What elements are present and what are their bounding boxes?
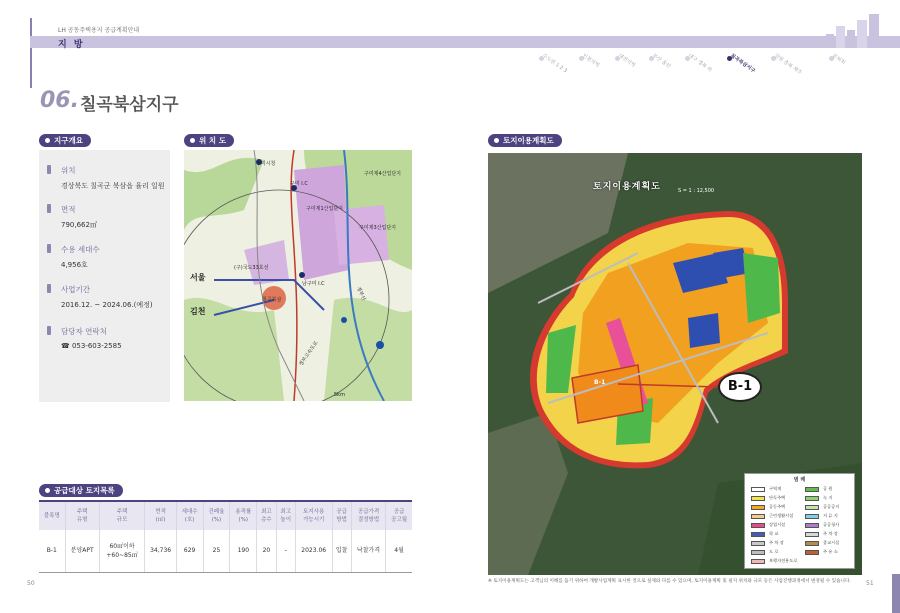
legend-swatch bbox=[805, 496, 819, 501]
table-cell: 190 bbox=[230, 530, 257, 572]
table-header-row bbox=[39, 501, 412, 530]
legend-swatch bbox=[805, 532, 819, 537]
legend-label: 공공공지 bbox=[823, 504, 840, 509]
legend-label: 공동주택 bbox=[769, 504, 786, 509]
nav-item-4[interactable]: 부산 울산 bbox=[650, 52, 672, 70]
legend-label: 종교시설 bbox=[823, 540, 840, 545]
legend-label: 상업시설 bbox=[769, 522, 786, 527]
legend-swatch bbox=[751, 496, 765, 501]
map-title: 토지이용계획도 bbox=[593, 182, 661, 192]
bullet-icon bbox=[47, 284, 51, 293]
table-cell: – bbox=[276, 530, 295, 572]
buildings-icon bbox=[824, 14, 882, 48]
page-number-right: 51 bbox=[866, 580, 874, 587]
legend-label: 도 로 bbox=[769, 549, 779, 554]
legend-swatch bbox=[805, 487, 819, 492]
page-number-left: 50 bbox=[27, 580, 35, 587]
location-heading bbox=[184, 134, 234, 147]
chapter-nav bbox=[535, 52, 895, 77]
map-label: (구)국도33호선 bbox=[234, 265, 269, 271]
table-header-cell: 공급 공고월 bbox=[386, 501, 412, 530]
bullet-icon bbox=[47, 204, 51, 213]
legend-label: 주 차 장 bbox=[823, 531, 838, 536]
city-seoul: 서울 bbox=[190, 273, 206, 282]
landuse-heading bbox=[488, 134, 562, 147]
header-title: 지 방 bbox=[58, 40, 85, 50]
map-label: 구미제1산업단지 bbox=[306, 206, 343, 212]
table-cell: 2023.06 bbox=[295, 530, 332, 572]
legend-swatch bbox=[805, 541, 819, 546]
map-label: 경부선 bbox=[355, 285, 367, 302]
bullet-icon bbox=[47, 165, 51, 174]
city-gimcheon: 김천 bbox=[190, 307, 206, 316]
nav-item-1[interactable]: 수도권 1 2 3 bbox=[540, 52, 569, 75]
overview-label: 수용 세대수 bbox=[61, 245, 100, 254]
table-header-cell: 공급가격 결정방법 bbox=[351, 501, 385, 530]
parcel-label-b1: B-1 bbox=[594, 379, 606, 386]
table-header-cell: 세대수 (호) bbox=[176, 501, 203, 530]
overview-value: 4,956호 bbox=[61, 261, 88, 269]
landuse-heading-text: 토지이용계획도 bbox=[503, 136, 554, 145]
map-note: ※ 토지이용계획도는 고객님의 이해를 돕기 위하여 개발사업계획 표시한 것으로 실제와 다를 수 있으며, 토지이용계획 및 필지 위치와 규모 등은 사업진행과정에서 변경될 수 있습니다. bbox=[488, 579, 851, 584]
header-bar bbox=[30, 36, 900, 48]
table-cell: 60㎡이하 +60~85㎡ bbox=[99, 530, 145, 572]
overview-label: 면적 bbox=[61, 205, 76, 214]
table-header-cell: 공급 방법 bbox=[332, 501, 351, 530]
b1-badge: B-1 bbox=[718, 372, 762, 402]
overview-label: 위치 bbox=[61, 166, 76, 175]
nav-item-7[interactable]: 강원 충북 제주 bbox=[772, 52, 803, 77]
map-label: 칠곡북삼 bbox=[262, 297, 282, 303]
legend-swatch bbox=[751, 559, 765, 564]
table-cell: 입찰 bbox=[332, 530, 351, 572]
supply-table bbox=[39, 500, 412, 573]
supply-heading bbox=[39, 484, 123, 497]
overview-label: 담당자 연락처 bbox=[61, 327, 107, 336]
table-cell: 629 bbox=[176, 530, 203, 572]
legend-swatch bbox=[751, 532, 765, 537]
legend-swatch bbox=[805, 505, 819, 510]
table-cell: 분양APT bbox=[65, 530, 99, 572]
legend-label: 보행자전용도로 bbox=[769, 558, 798, 563]
overview-value: 경상북도 칠곡군 북삼읍 율리 일원 bbox=[61, 182, 165, 190]
table-header-cell: 최고 높이 bbox=[276, 501, 295, 530]
overview-value: ☎ 053-603-2585 bbox=[61, 342, 122, 350]
map-label: 구미 I.C bbox=[290, 181, 308, 187]
location-map bbox=[184, 150, 412, 401]
table-cell: 20 bbox=[257, 530, 276, 572]
legend-swatch bbox=[805, 550, 819, 555]
nav-item-2[interactable]: 인천지역 bbox=[580, 52, 601, 69]
legend-label: 학 교 bbox=[769, 531, 779, 536]
overview-value: 2016.12. ~ 2024.06.(예정) bbox=[61, 301, 153, 309]
section-number: 06. bbox=[40, 88, 79, 113]
nav-item-5[interactable]: 대구 경북 외 bbox=[686, 52, 713, 74]
bullet-icon bbox=[47, 244, 51, 253]
table-header-cell: 토지사용 가능시기 bbox=[295, 501, 332, 530]
overview-label: 사업기간 bbox=[61, 285, 90, 294]
table-header-cell: 건폐율 (%) bbox=[203, 501, 230, 530]
overview-value: 790,662㎡ bbox=[61, 221, 97, 229]
legend-label: 공공청사 bbox=[823, 522, 840, 527]
legend-label: 근린생활시설 bbox=[769, 513, 794, 518]
location-heading-text: 위 치 도 bbox=[199, 136, 226, 145]
map-label: 남구미 I.C bbox=[302, 281, 325, 287]
supply-heading-text: 공급대상 토지목록 bbox=[54, 486, 115, 495]
legend-label: 주 차 장 bbox=[769, 540, 784, 545]
legend-swatch bbox=[805, 523, 819, 528]
section-title: 칠곡북삼지구 bbox=[80, 95, 179, 115]
table-row bbox=[39, 530, 412, 572]
bullet-icon bbox=[47, 326, 51, 335]
nav-item-8[interactable]: 문의처 bbox=[830, 52, 847, 67]
legend-swatch bbox=[751, 505, 765, 510]
table-header-cell: 최고 층수 bbox=[257, 501, 276, 530]
page-tab bbox=[892, 574, 900, 613]
legend-swatch bbox=[751, 514, 765, 519]
nav-item-6[interactable]: 칠곡북삼지구 bbox=[728, 52, 757, 75]
table-cell: 25 bbox=[203, 530, 230, 572]
legend-label: 구역계 bbox=[769, 486, 782, 491]
legend-label: 단독주택 bbox=[769, 495, 786, 500]
table-header-cell: 블록명 bbox=[39, 501, 65, 530]
legend-label: 주 유 소 bbox=[823, 549, 838, 554]
header-accent-line bbox=[30, 18, 32, 88]
table-header-cell: 면적 (㎡) bbox=[145, 501, 176, 530]
table-header-cell: 주택 규모 bbox=[99, 501, 145, 530]
map-label: 구미제4산업단지 bbox=[364, 171, 401, 177]
overview-panel bbox=[39, 150, 170, 402]
map-legend bbox=[744, 473, 855, 569]
map-label: 구미제3산업단지 bbox=[359, 225, 396, 231]
legend-swatch bbox=[751, 550, 765, 555]
map-label: 구미시청 bbox=[256, 161, 276, 167]
nav-item-3[interactable]: 대전지역 bbox=[616, 52, 637, 69]
legend-swatch bbox=[805, 514, 819, 519]
overview-heading bbox=[39, 134, 91, 147]
table-cell: 4월 bbox=[386, 530, 412, 572]
legend-swatch bbox=[751, 523, 765, 528]
legend-swatch bbox=[751, 487, 765, 492]
legend-label: 저 류 지 bbox=[823, 513, 838, 518]
table-header-cell: 용적률 (%) bbox=[230, 501, 257, 530]
map-scale: S = 1 : 12,500 bbox=[678, 188, 715, 194]
legend-swatch bbox=[751, 541, 765, 546]
table-cell: B-1 bbox=[39, 530, 65, 572]
legend-label: 공 원 bbox=[823, 486, 833, 491]
land-use-map bbox=[488, 153, 862, 575]
map-scale: 5km bbox=[334, 392, 345, 398]
legend-label: 녹 지 bbox=[823, 495, 833, 500]
legend-title: 범 례 bbox=[793, 477, 806, 483]
table-header-cell: 주택 유형 bbox=[65, 501, 99, 530]
table-cell: 34,736 bbox=[145, 530, 176, 572]
overview-heading-text: 지구개요 bbox=[54, 136, 83, 145]
map-label: 경부고속도로 bbox=[298, 340, 320, 368]
header-subtitle: LH 공동주택용지 공급계획안내 bbox=[58, 27, 140, 34]
table-cell: 낙찰가격 bbox=[351, 530, 385, 572]
